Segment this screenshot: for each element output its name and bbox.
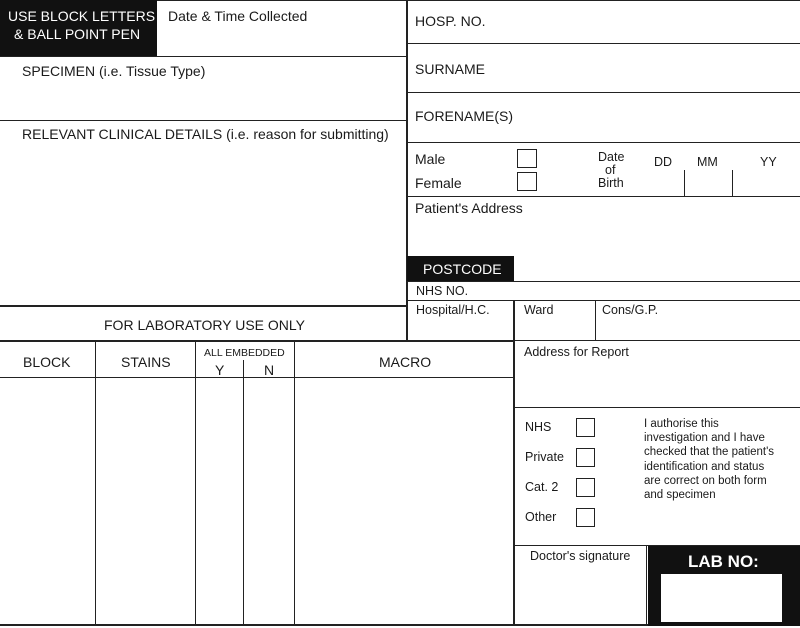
authorise-line: checked that the patient's [644, 446, 775, 459]
nhs-no-label: NHS NO. [416, 284, 469, 298]
status-other-label: Other [525, 510, 557, 524]
authorisation-statement [644, 417, 774, 502]
status-cat2-checkbox[interactable] [576, 478, 595, 497]
patient-address-field[interactable] [408, 218, 798, 256]
right-line-6 [406, 300, 800, 301]
right-line-5 [406, 281, 800, 282]
lab-table-header-line [0, 377, 513, 378]
lab-col-4 [294, 342, 295, 626]
left-line-2 [0, 120, 406, 121]
authorise-line: investigation and I have [644, 432, 765, 445]
lab-use-bottom-line [0, 340, 513, 342]
date-time-collected-field[interactable] [160, 28, 404, 54]
forenames-label: FORENAME(S) [415, 108, 513, 124]
signature-lab-divider [646, 545, 647, 625]
lab-table-right-divider [513, 300, 515, 626]
patient-address-label: Patient's Address [415, 200, 523, 216]
status-private-checkbox[interactable] [576, 448, 595, 467]
center-divider-upper [406, 0, 408, 340]
badge-line-1: USE BLOCK LETTERS [8, 8, 156, 24]
left-line-1 [0, 56, 406, 57]
dob-yy-field[interactable] [734, 170, 798, 195]
right-line-3 [406, 142, 800, 143]
authorise-line: are correct on both form [644, 474, 767, 487]
dob-mm-divider [684, 170, 685, 196]
dob-mm-label: MM [697, 155, 718, 169]
address-for-report-field[interactable] [516, 362, 798, 405]
doctor-signature-field[interactable] [516, 566, 644, 622]
status-nhs-checkbox[interactable] [576, 418, 595, 437]
embedded-yes-header: Y [215, 362, 225, 378]
surname-label: SURNAME [415, 61, 486, 77]
stains-header: STAINS [121, 354, 171, 370]
cons-gp-label: Cons/G.P. [602, 303, 659, 317]
left-line-3 [0, 305, 406, 307]
postcode-badge [407, 256, 514, 281]
status-nhs-label: NHS [525, 420, 552, 434]
hosp-no-label: HOSP. NO. [415, 13, 486, 29]
doctor-signature-label: Doctor's signature [530, 549, 631, 563]
clinical-details-field[interactable] [2, 145, 404, 303]
hospital-field[interactable] [408, 318, 512, 338]
male-label: Male [415, 151, 446, 167]
dob-yy-label: YY [760, 155, 777, 169]
address-for-report-label: Address for Report [524, 345, 629, 359]
specimen-label: SPECIMEN (i.e. Tissue Type) [22, 63, 206, 79]
lab-use-only-label: FOR LABORATORY USE ONLY [104, 317, 305, 333]
dob-label-line-2: of [605, 163, 616, 177]
surname-field[interactable] [490, 48, 798, 88]
status-cat2-label: Cat. 2 [525, 480, 559, 494]
right-line-7 [513, 340, 800, 341]
hospital-label: Hospital/H.C. [416, 303, 490, 317]
ward-field[interactable] [516, 318, 593, 338]
male-checkbox[interactable] [517, 149, 537, 168]
clinical-details-label: RELEVANT CLINICAL DETAILS (i.e. reason for submitting) [22, 126, 389, 142]
specimen-field[interactable] [2, 82, 404, 118]
lab-col-3 [243, 360, 244, 626]
postcode-label: POSTCODE [423, 261, 502, 277]
right-line-2 [406, 92, 800, 93]
female-label: Female [415, 175, 462, 191]
status-private-label: Private [525, 450, 564, 464]
right-line-8 [513, 407, 800, 408]
dob-mm-field[interactable] [686, 170, 731, 195]
block-header: BLOCK [23, 354, 71, 370]
lab-no-panel [648, 546, 800, 626]
macro-header: MACRO [379, 354, 432, 370]
lab-no-label: LAB NO: [688, 552, 759, 571]
authorise-line: and specimen [644, 489, 716, 502]
lab-col-2 [195, 342, 196, 626]
hosp-no-field[interactable] [490, 4, 798, 40]
right-line-1 [406, 43, 800, 44]
instruction-badge [0, 0, 157, 56]
ward-label: Ward [524, 303, 554, 317]
date-time-collected-label: Date & Time Collected [168, 8, 308, 24]
lab-col-1 [95, 342, 96, 626]
postcode-field[interactable] [516, 258, 798, 280]
authorise-line: I authorise this [644, 418, 719, 430]
lab-no-field[interactable] [661, 574, 782, 622]
cons-gp-field[interactable] [598, 318, 798, 338]
status-other-checkbox[interactable] [576, 508, 595, 527]
forenames-field[interactable] [520, 96, 798, 138]
dob-yy-divider [732, 170, 733, 196]
female-checkbox[interactable] [517, 172, 537, 191]
all-embedded-header: ALL EMBEDDED [204, 347, 285, 359]
dob-dd-label: DD [654, 155, 673, 169]
dob-label-line-1: Date [598, 150, 625, 164]
authorise-line: identification and status [644, 460, 765, 473]
dob-label-line-3: Birth [598, 176, 624, 190]
nhs-no-field[interactable] [470, 283, 798, 299]
badge-line-2: & BALL POINT PEN [14, 26, 141, 42]
dob-dd-field[interactable] [640, 170, 683, 195]
ward-cons-divider [595, 300, 596, 340]
embedded-no-header: N [264, 362, 275, 378]
right-line-4 [406, 196, 800, 197]
